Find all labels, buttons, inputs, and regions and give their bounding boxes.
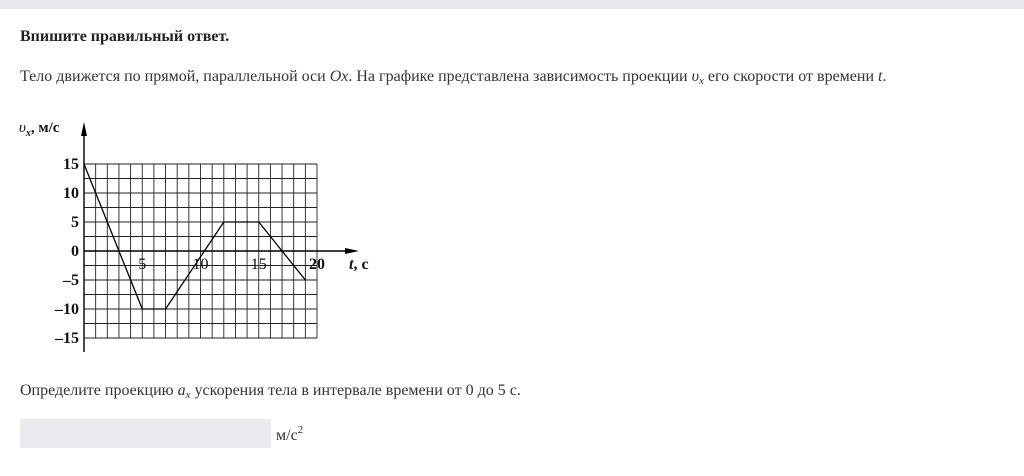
statement-text-1: Тело движется по прямой, параллельной оси bbox=[20, 68, 330, 85]
x-tick-label: 20 bbox=[309, 256, 325, 273]
question-text bbox=[20, 382, 521, 401]
problem-statement bbox=[20, 68, 886, 87]
x-tick-label: 5 bbox=[138, 256, 147, 273]
y-axis-arrow bbox=[81, 122, 87, 136]
time-symbol: t bbox=[878, 68, 883, 85]
top-bar bbox=[0, 0, 1024, 9]
unit-text: м/с bbox=[276, 427, 298, 444]
statement-text-4: . bbox=[882, 68, 887, 85]
y-tick-label: –10 bbox=[55, 301, 79, 318]
instruction-heading: Впишите правильный ответ. bbox=[20, 28, 230, 45]
x-tick-label: 10 bbox=[192, 256, 209, 273]
answer-input[interactable] bbox=[20, 419, 271, 448]
question-text-1: Определите проекцию bbox=[20, 382, 178, 399]
y-tick-label: –15 bbox=[55, 330, 79, 347]
acceleration-subscript: x bbox=[185, 389, 191, 401]
question-text-2: ускорения тела в интервале времени от 0 до 5 с. bbox=[190, 382, 521, 399]
statement-text-3: его скорости от времени bbox=[703, 68, 879, 85]
velocity-time-graph bbox=[16, 112, 396, 362]
y-tick-label: 10 bbox=[63, 185, 79, 202]
velocity-symbol: υ bbox=[691, 68, 699, 85]
y-axis-label: $\upsilon_x$, м/с bbox=[19, 120, 60, 139]
acceleration-symbol: a bbox=[177, 382, 186, 399]
unit-power: 2 bbox=[297, 424, 304, 436]
y-tick-label: 0 bbox=[71, 243, 79, 260]
x-axis-arrow bbox=[345, 248, 359, 254]
x-tick-label: 15 bbox=[250, 256, 267, 273]
y-tick-label: 15 bbox=[63, 156, 79, 173]
statement-text-2: . На графике представлена зависимость проекции bbox=[348, 68, 692, 85]
x-axis-label: t, с bbox=[349, 256, 369, 273]
velocity-subscript: x bbox=[698, 75, 704, 87]
y-tick-label: –5 bbox=[63, 272, 79, 289]
y-tick-label: 5 bbox=[71, 214, 79, 231]
axis-symbol: Ox bbox=[329, 68, 349, 85]
answer-unit bbox=[276, 424, 303, 445]
